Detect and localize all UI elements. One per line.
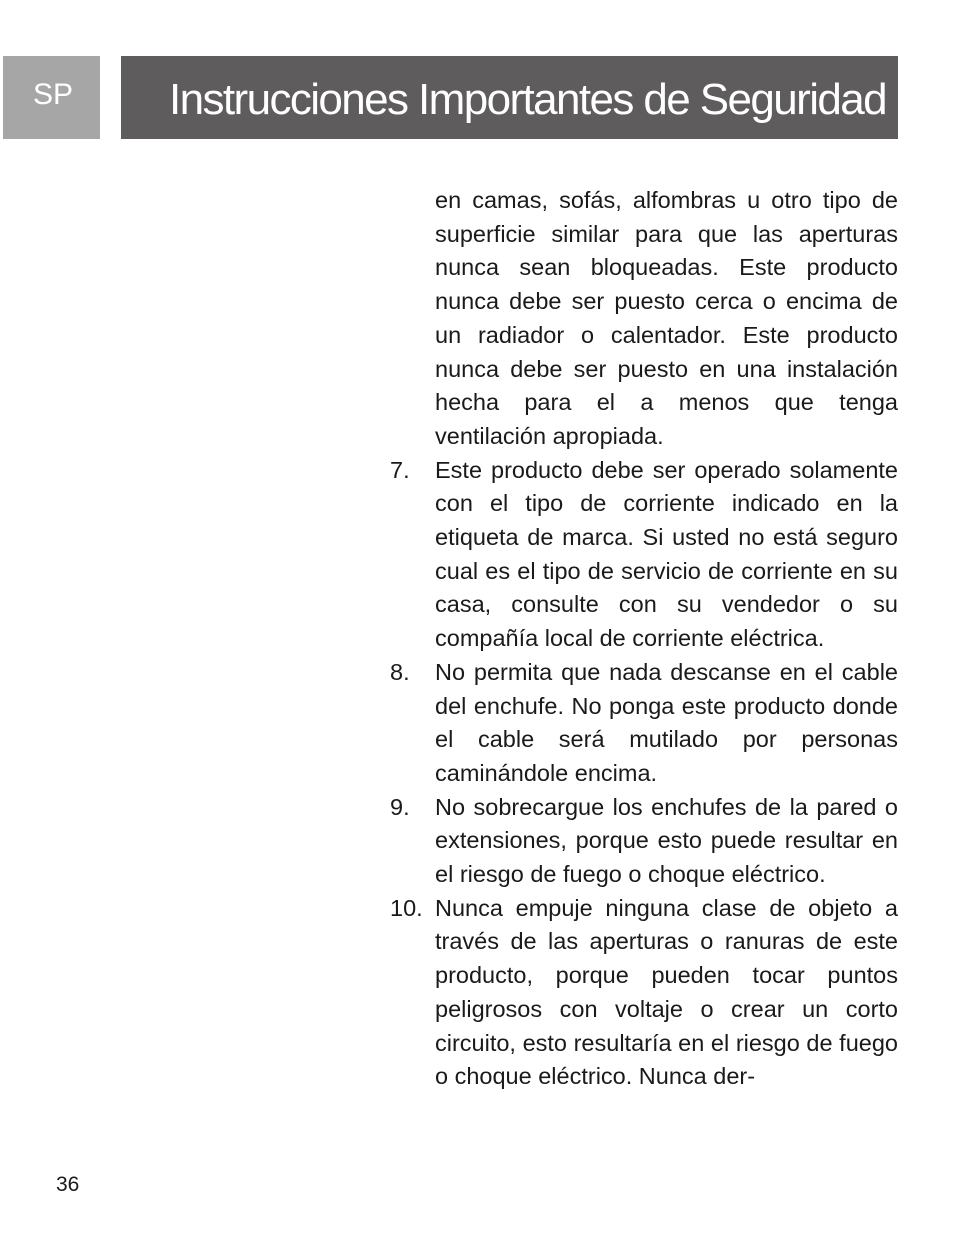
section-header bbox=[121, 56, 898, 139]
item-number: 10. bbox=[390, 894, 423, 921]
page-title: Instrucciones Importantes de Seguridad bbox=[169, 75, 886, 124]
instruction-item-10 bbox=[390, 892, 898, 1094]
instruction-item-8 bbox=[390, 656, 898, 791]
continuation-paragraph: en camas, sofás, alfombras u otro tipo de superficie similar para que las aperturas nunca sean bloqueadas. Este producto nunca debe ser puesto cerca o encima de un radiador o calentador. Este producto nunca debe ser puesto en una instalación hecha para el a menos que tenga ventilación apropiada. bbox=[435, 187, 898, 449]
item-number: 9. bbox=[390, 793, 410, 820]
item-text: Nunca empuje ninguna clase de objeto a través de las aperturas o ranuras de este producto, porque pueden tocar puntos peligrosos con voltaje o crear un corto circuito, esto resultaría en el riesgo de fuego o choque eléctrico. Nunca der- bbox=[435, 894, 898, 1090]
item-number: 8. bbox=[390, 658, 410, 685]
item-number: 7. bbox=[390, 456, 410, 483]
instruction-item-7 bbox=[390, 454, 898, 656]
page-number: 36 bbox=[56, 1173, 80, 1196]
instruction-item-9 bbox=[390, 791, 898, 892]
language-tab bbox=[3, 56, 100, 139]
item-text: No sobrecargue los enchufes de la pared o extensiones, porque esto puede resultar en el riesgo de fuego o choque eléctrico. bbox=[435, 793, 898, 888]
language-code: SP bbox=[33, 78, 74, 111]
item-text: Este producto debe ser operado solamente con el tipo de corriente indicado en la etiqueta de marca. Si usted no está seguro cual es el tipo de servicio de corriente en su casa, consulte con su vendedor o su compañía local de corriente eléctrica. bbox=[435, 456, 898, 652]
instructions-column bbox=[390, 184, 898, 1094]
item-text: No permita que nada descanse en el cable del enchufe. No ponga este producto donde el cable será mutilado por personas caminándole encima. bbox=[435, 658, 898, 786]
